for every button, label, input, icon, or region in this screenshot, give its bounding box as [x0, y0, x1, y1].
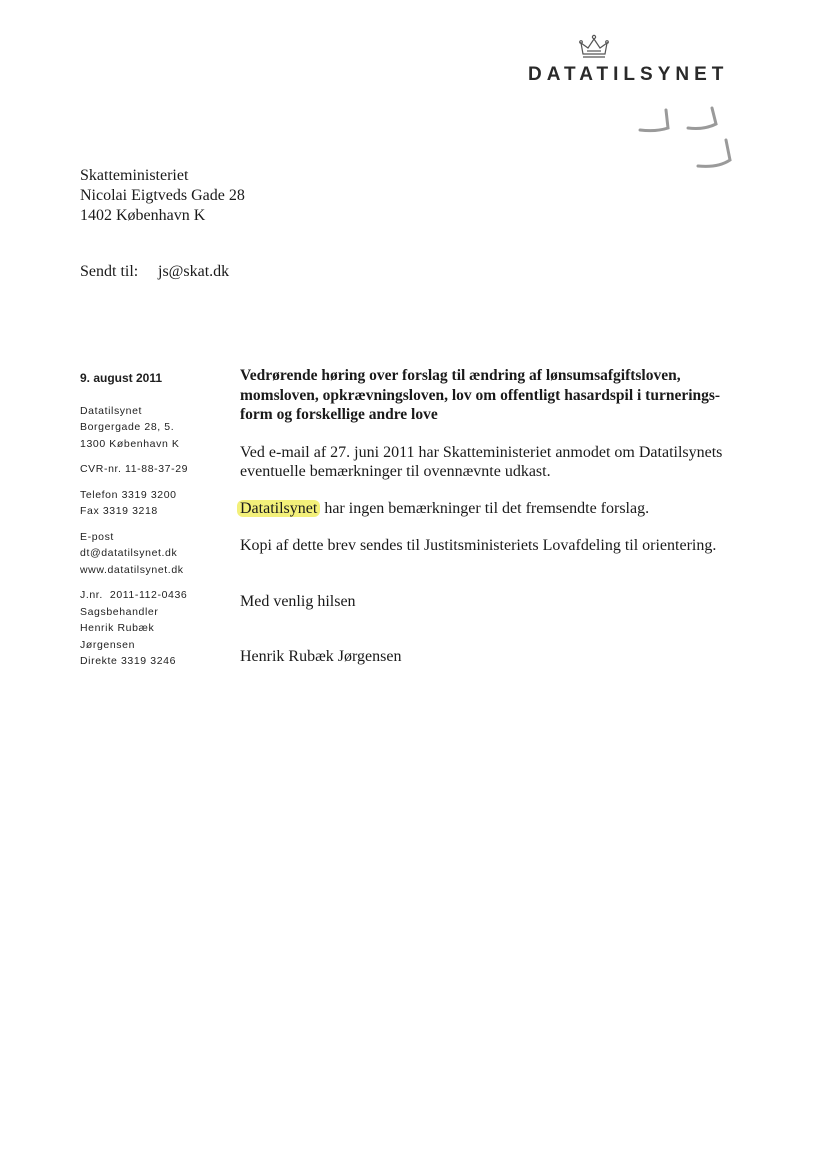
closing: Med venlig hilsen — [240, 592, 356, 610]
sender-email: dt@datatilsynet.dk — [80, 547, 178, 559]
sender-org: Datatilsynet — [80, 404, 143, 417]
journal-number: J.nr. 2011-112-0436 — [80, 589, 188, 601]
logo-wordmark: DATATILSYNET — [528, 64, 729, 85]
sent-to — [80, 263, 229, 281]
sender-city: 1300 København K — [80, 437, 180, 450]
sender-cvr: CVR-nr. 11-88-37-29 — [80, 463, 189, 475]
recipient-city: 1402 København K — [80, 207, 206, 224]
sent-to-label: Sendt til: — [80, 263, 139, 280]
case-handler-label: Sagsbehandler — [80, 605, 159, 618]
highlighted-text: Datatilsynet — [237, 500, 320, 517]
recipient-street: Nicolai Eigtveds Gade 28 — [80, 187, 245, 204]
paragraph-no-remarks — [240, 499, 780, 519]
recipient-address — [80, 166, 245, 226]
letter-body — [240, 366, 780, 667]
case-handler-name: Henrik Rubæk — [80, 622, 155, 634]
recipient-name: Skatteministeriet — [80, 167, 189, 184]
sender-fax: Fax 3319 3218 — [80, 505, 158, 517]
crown-icon — [578, 34, 610, 62]
signature: Henrik Rubæk Jørgensen — [240, 648, 402, 665]
paragraph-line: Ved e-mail af 27. juni 2011 har Skatteministeriet anmodet om Datatilsynets — [240, 443, 723, 461]
paragraph-line: eventuelle bemærkninger til ovennævnte udkast. — [240, 463, 551, 480]
subject-line: form og forskellige andre love — [240, 406, 438, 423]
subject-line: Vedrørende høring over forslag til ændring af lønsumsafgiftsloven, — [240, 367, 681, 384]
stamp-marks — [626, 100, 746, 180]
case-handler-name-cont: Jørgensen — [80, 638, 136, 651]
paragraph-text: har ingen bemærkninger til det fremsendte forslag. — [320, 499, 650, 517]
sender-email-label: E-post — [80, 530, 114, 543]
letter-subject — [240, 366, 780, 425]
subject-line: momsloven, opkrævningsloven, lov om offentligt hasardspil i turnerings- — [240, 386, 721, 404]
sender-phone: Telefon 3319 3200 — [80, 488, 177, 501]
sent-to-email: js@skat.dk — [158, 263, 230, 280]
direct-phone: Direkte 3319 3246 — [80, 655, 177, 667]
letter-date: 9. august 2011 — [80, 371, 163, 385]
sender-details — [80, 370, 230, 679]
paragraph-request — [240, 443, 780, 482]
sender-website: www.datatilsynet.dk — [80, 563, 184, 576]
sender-street: Borgergade 28, 5. — [80, 421, 175, 433]
paragraph-copy: Kopi af dette brev sendes til Justitsministeriets Lovafdeling til orientering. — [240, 537, 717, 554]
